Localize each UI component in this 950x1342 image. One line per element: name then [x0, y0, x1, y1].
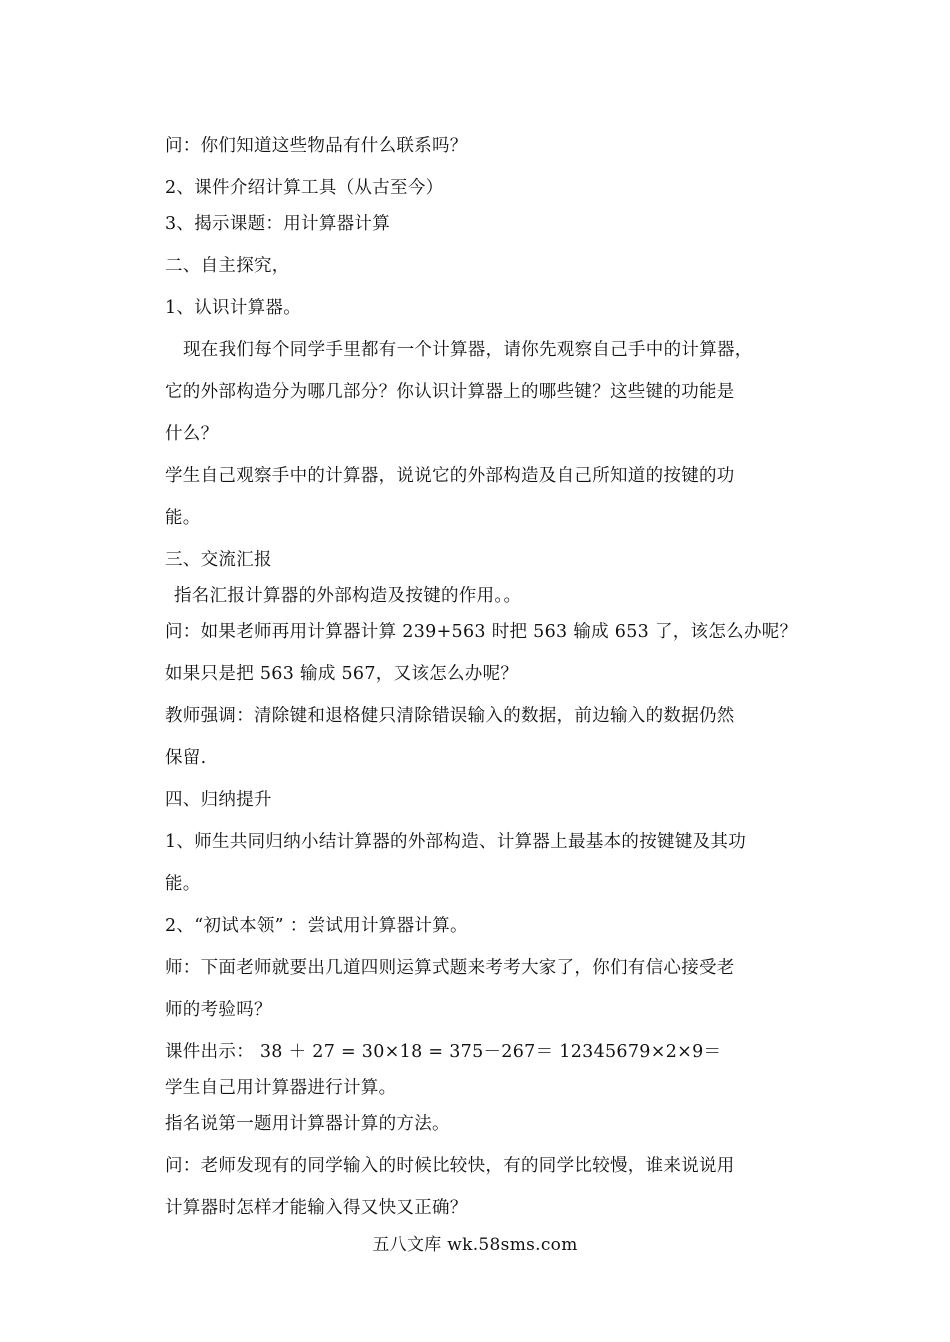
paragraph-line: 能。 — [165, 508, 201, 528]
paragraph-line: 如果只是把 563 输成 567，又该怎么办呢？ — [165, 664, 519, 684]
section-heading-2: 二、自主探究， — [165, 256, 290, 276]
paragraph-line: 它的外部构造分为哪几部分？你认识计算器上的哪些键？这些键的功能是 — [165, 382, 735, 402]
text-line-subsection-1: 1、认识计算器。 — [165, 298, 302, 318]
paragraph-line: 问：老师发现有的同学输入的时候比较快，有的同学比较慢，谁来说说用 — [165, 1156, 735, 1176]
document-body — [165, 128, 798, 1232]
section-heading-4: 四、归纳提升 — [165, 790, 272, 810]
paragraph-line: 教师强调：清除键和退格健只清除错误输入的数据，前边输入的数据仍然 — [165, 706, 735, 726]
section-heading-3: 三、交流汇报 — [165, 550, 272, 570]
paragraph-line: 学生自己观察手中的计算器，说说它的外部构造及自己所知道的按键的功 — [165, 466, 735, 486]
paragraph-line: 指名说第一题用计算器计算的方法。 — [165, 1114, 450, 1134]
paragraph-line: 保留. — [165, 748, 207, 768]
paragraph-line: 师：下面老师就要出几道四则运算式题来考考大家了，你们有信心接受老 — [165, 958, 735, 978]
courseware-expressions-line: 课件出示： 38 ＋ 27 = 30×18 = 375－267＝ 12345679×2×9＝ — [165, 1042, 722, 1062]
paragraph-line: 什么？ — [165, 424, 219, 444]
paragraph-line: 学生自己用计算器进行计算。 — [165, 1078, 397, 1098]
paragraph-line: 问：如果老师再用计算器计算 239+563 时把 563 输成 653 了，该怎么办呢？ — [165, 622, 798, 642]
paragraph-line: 指名汇报计算器的外部构造及按键的作用。。 — [174, 586, 522, 606]
paragraph-line: 1、师生共同归纳小结计算器的外部构造、计算器上最基本的按键键及其功 — [165, 832, 747, 852]
paragraph-line: 师的考验吗？ — [165, 1000, 272, 1020]
paragraph-line: 现在我们每个同学手里都有一个计算器，请你先观察自己手中的计算器， — [183, 340, 753, 360]
paragraph-line: 能。 — [165, 874, 201, 894]
paragraph-line: 计算器时怎样才能输入得又快又正确？ — [165, 1198, 468, 1218]
text-line-question-1: 问：你们知道这些物品有什么联系吗？ — [165, 136, 468, 156]
footer-watermark-text: 五八文库 wk.58sms.com — [372, 1235, 578, 1255]
text-line-step-3: 3、揭示课题：用计算器计算 — [165, 214, 391, 234]
text-line-step-2: 2、课件介绍计算工具（从古至今） — [165, 178, 444, 198]
paragraph-line: 2、“初试本领” ：尝试用计算器计算。 — [165, 916, 468, 936]
